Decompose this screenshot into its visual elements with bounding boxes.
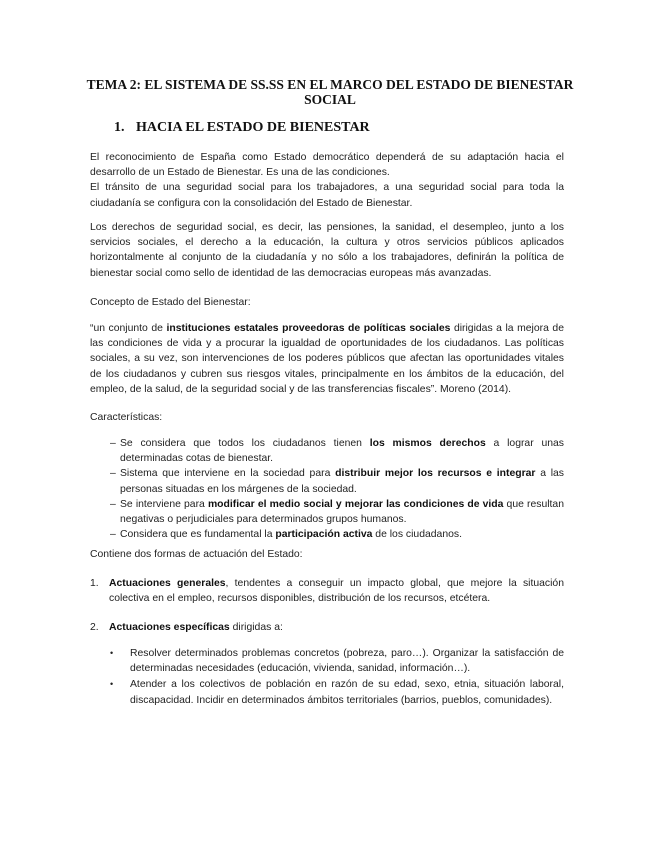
quote-end: dirigidas a la mejora de las condiciones de vida y a procurar la igualdad de oportunidades de los ciudadanos. Las políticas sociales, a su vez, son intervenciones de los poderes públicos que afectan las oportunidades vitales de los ciudadanos y cubren sus riesgos vitales, principalmente en los ámbitos de la educación, del empleo, de la salud, de la seguridad social y de las transferencias fiscales”. Moreno (2014). <box>90 323 564 395</box>
forms-label <box>90 547 564 562</box>
item-text: Atender a los colectivos de población en razón de su edad, sexo, etnia, situación laboral, discapacidad. Incidir en determinados ámbitos territoriales (barrios, pueblos, comunidades). <box>130 679 564 706</box>
item-number: 1. <box>90 578 99 589</box>
item-body <box>90 620 564 635</box>
quote-start: “un conjunto de <box>90 323 167 334</box>
document-title <box>60 77 600 107</box>
item-bold: los mismos derechos <box>369 438 486 449</box>
item-text: Considera que es fundamental la <box>120 529 276 541</box>
concept-label <box>90 295 564 310</box>
dash-marker: – <box>110 529 116 541</box>
specific-actions-item <box>90 620 564 635</box>
forms-label-text: Contiene dos formas de actuación del Estado: <box>90 549 303 560</box>
list-item <box>110 677 564 707</box>
section-title: HACIA EL ESTADO DE BIENESTAR <box>136 120 370 135</box>
item-text-end: a las personas situadas en los márgenes de la sociedad. <box>120 468 564 495</box>
section-heading <box>114 120 370 136</box>
title-line-2: SOCIAL <box>304 92 356 107</box>
list-item <box>90 527 564 542</box>
concept-label-text: Concepto de Estado del Bienestar: <box>90 297 251 308</box>
intro-paragraph <box>90 150 564 211</box>
item-text-end: a lograr unas determinadas cotas de bienestar. <box>120 438 564 465</box>
intro-text-2: El tránsito de una seguridad social para los trabajadores, a una seguridad social para toda la ciudadanía se configura con la consolidación del Estado de Bienestar. <box>90 182 564 209</box>
list-item <box>90 497 564 527</box>
item-bold: Actuaciones específicas <box>109 622 230 633</box>
item-text: Se interviene para <box>120 498 208 510</box>
general-actions-item <box>90 576 564 606</box>
quote-bold: instituciones estatales proveedoras de políticas sociales <box>166 323 451 334</box>
item-text: Se considera que todos los ciudadanos tienen <box>120 438 370 449</box>
bullet-marker: • <box>110 679 114 690</box>
list-item <box>90 466 564 496</box>
item-bold: Actuaciones generales <box>109 578 226 589</box>
item-text: Sistema que interviene en la sociedad para <box>120 468 336 480</box>
bullet-marker: • <box>110 648 114 658</box>
intro-text-1: El reconocimiento de España como Estado democrático dependerá de su adaptación hacia el desarrollo de un Estado de Bienestar. Es una de las condiciones. <box>90 152 564 179</box>
title-line-1: TEMA 2: EL SISTEMA DE SS.SS EN EL MARCO DEL ESTADO DE BIENESTAR <box>86 77 574 92</box>
characteristics-label-text: Características: <box>90 412 163 423</box>
quote-text <box>90 321 564 397</box>
item-number: 2. <box>90 622 99 633</box>
concept-quote <box>90 321 564 397</box>
characteristics-label <box>90 410 564 425</box>
item-text-end: que resultan negativas o perjudiciales para determinados grupos humanos. <box>120 498 564 526</box>
specific-actions-list <box>110 646 564 709</box>
item-text: Resolver determinados problemas concretos (pobreza, paro…). Organizar la satisfacción de determinadas necesidades (educación, vivienda, sanidad, información…). <box>130 648 564 675</box>
rights-paragraph <box>90 220 564 281</box>
item-text: dirigidas a: <box>229 622 283 633</box>
item-text-end: de los ciudadanos. <box>372 529 462 541</box>
dash-marker: – <box>110 498 116 510</box>
list-item <box>110 646 564 676</box>
section-number: 1. <box>114 120 125 135</box>
rights-text: Los derechos de seguridad social, es decir, las pensiones, la sanidad, el desempleo, junto a los servicios sociales, el derecho a la educación, la cultura y otros servicios públicos aplicados horizontalmente al conjunto de la ciudadanía y no sólo a los trabajadores, definirán la política de bienestar social como sello de identidad de las democracias europeas más avanzadas. <box>90 222 564 279</box>
item-bold: modificar el medio social y mejorar las condiciones de vida <box>207 498 504 510</box>
dash-marker: – <box>110 468 116 480</box>
list-item <box>90 436 564 466</box>
item-bold: participación activa <box>275 529 373 541</box>
characteristics-list <box>90 436 564 542</box>
dash-marker: – <box>110 438 116 449</box>
item-body <box>90 576 564 606</box>
item-text: , tendentes a conseguir un impacto global, que mejore la situación colectiva en el empleo, recursos disponibles, distribución de los recursos, etcétera. <box>109 578 564 605</box>
item-bold: distribuir mejor los recursos e integrar <box>335 468 536 480</box>
